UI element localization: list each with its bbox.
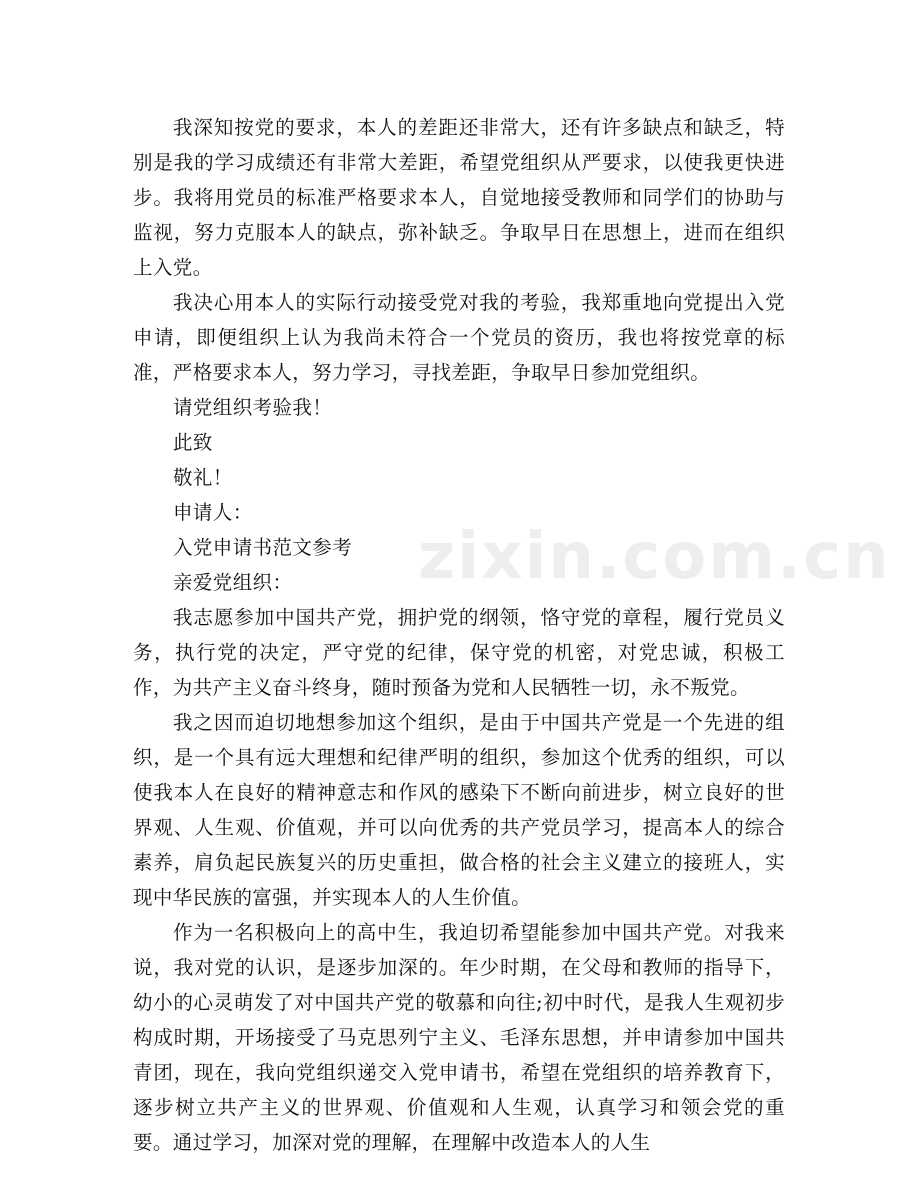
closing-salutation-2: 敬礼！	[173, 466, 233, 489]
watermark: zixin.com.cn	[418, 520, 891, 594]
closing-salutation-1: 此致	[173, 431, 213, 454]
paragraph-understanding: 作为一名积极向上的高中生，我迫切希望能参加中国共产党。对我来说，我对党的认识，是逐步加深的。年少时期，在父母和教师的指导下，幼小的心灵萌发了对中国共产党的敬慕和向往;初中时代，是我人生观初步构成时期，开场接受了马克思列宁主义、毛泽东思想，并申请参加中国共青团，现在，我向党组织递交入党申请书，希望在党组织的培养教育下，逐步树立共产主义的世界观、价值观和人生观，认真学习和领会党的重要。通过学习，加深对党的理解，在理解中改造本人的人生	[133, 921, 785, 1154]
applicant-label: 申请人：	[173, 501, 253, 524]
paragraph-determination: 我决心用本人的实际行动接受党对我的考验，我郑重地向党提出入党申请，即便组织上认为我尚未符合一个党员的资历，我也将按党章的标准，严格要求本人，努力学习，寻找差距，争取早日参加党组织。	[133, 291, 785, 384]
document-body	[133, 110, 785, 1160]
greeting: 亲爱党组织：	[173, 571, 293, 594]
section-title: 入党申请书范文参考	[173, 536, 353, 559]
paragraph-reason: 我之因而迫切地想参加这个组织，是由于中国共产党是一个先进的组织，是一个具有远大理想和纪律严明的组织，参加这个优秀的组织，可以使我本人在良好的精神意志和作风的感染下不断向前进步，树立良好的世界观、人生观、价值观，并可以向优秀的共产党员学习，提高本人的综合素养，肩负起民族复兴的历史重担，做合格的社会主义建立的接班人，实现中华民族的富强，并实现本人的人生价值。	[133, 711, 785, 909]
paragraph-pledge: 我志愿参加中国共产党，拥护党的纲领，恪守党的章程，履行党员义务，执行党的决定，严守党的纪律，保守党的机密，对党忠诚，积极工作，为共产主义奋斗终身，随时预备为党和人民牺牲一切，永不叛党。	[133, 606, 785, 699]
paragraph-shortcomings: 我深知按党的要求，本人的差距还非常大，还有许多缺点和缺乏，特别是我的学习成绩还有非常大差距，希望党组织从严要求，以使我更快进步。我将用党员的标准严格要求本人，自觉地接受教师和同学们的协助与监视，努力克服本人的缺点，弥补缺乏。争取早日在思想上，进而在组织上入党。	[133, 116, 785, 279]
paragraph-request-test: 请党组织考验我！	[173, 396, 333, 419]
